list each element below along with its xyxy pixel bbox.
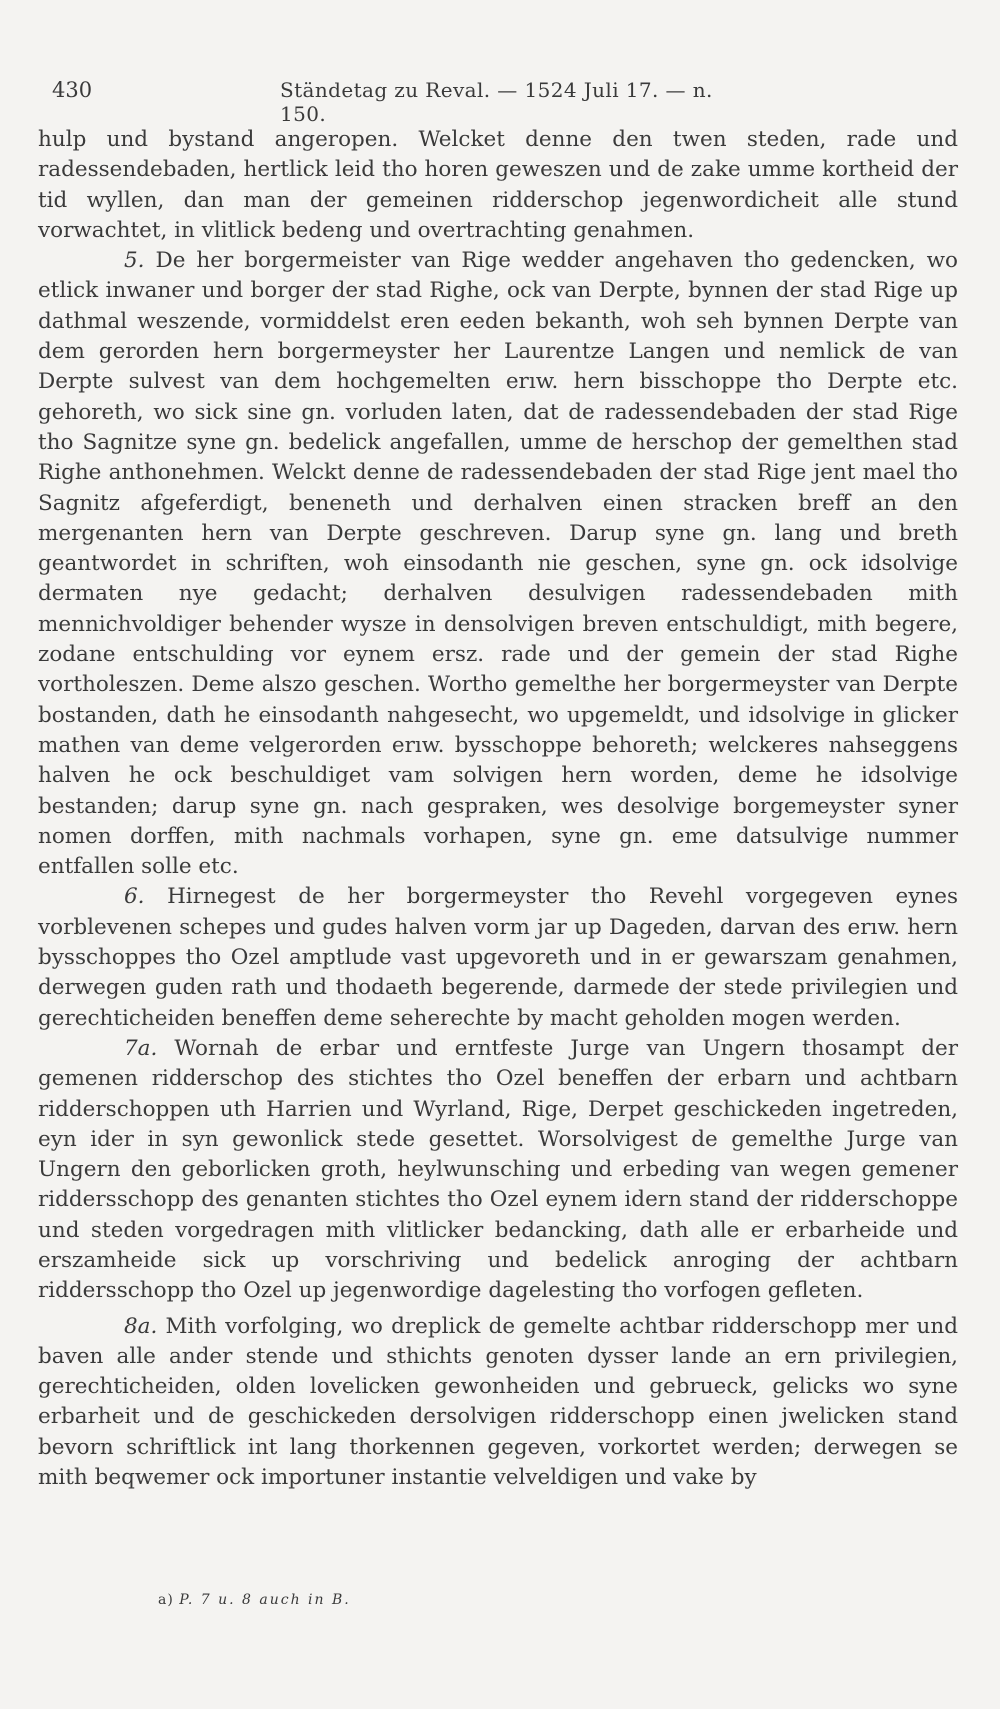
footnote-text: P. 7 u. 8 auch in B.: [179, 1592, 351, 1608]
page-number: 430: [52, 78, 93, 102]
running-head: [52, 78, 752, 126]
paragraph-continuation: hulp und bystand angeropen. Welcket denne den twen steden, rade und radessendebaden, hertlick leid tho horen geweszen und de zake umme kortheid der tid wyllen, dan man der gemeinen ridderschop jegenwordicheit alle stund vorwachtet, in vlitlick bedeng und overtrachting genahmen.: [38, 127, 958, 243]
running-title: Ständetag zu Reval. — 1524 Juli 17. — n. 150.: [280, 78, 713, 126]
paragraph-8a: 8a. Mith vorfolging, wo dreplick de gemelte achtbar ridderschopp mer und baven alle ander stende und sthichts genoten dysser lande an ern privilegien, gerechticheiden, olden lovelicken gewonheiden und gebrueck, gelicks wo syne erbarheit und de geschickeden dersolvigen ridderschopp einen jwelicken stand bevorn schriftlick int lang thorkennen gegeven, vorkortet werden; derwegen se mith beqwemer ock importuner instantie velveldigen und vake by: [38, 1313, 958, 1491]
footnote-marker: a): [158, 1592, 174, 1608]
paragraph-5: 5. De her borgermeister van Rige wedder angehaven tho gedencken, wo etlick inwaner und borger der stad Righe, ock van Derpte, bynnen der stad Rige up dathmal weszende, vormiddelst eren eeden bekanth, woh seh bynnen Derpte van dem gerorden hern borgermeyster her Laurentze Langen und nemlick de van Derpte sulvest van dem hochgemelten erıw. hern bisschoppe tho Derpte etc. gehoreth, wo sick sine gn. vorluden laten, dat de radessendebaden der stad Rige tho Sagnitze syne gn. bedelick angefallen, umme de herschop der gemelthen stad Righe anthonehmen. Welckt denne de radessendebaden der stad Rige jent mael tho Sagnitz afgeferdigt, beneneth und derhalven einen stracken breff an den mergenanten hern van Derpte geschreven. Darup syne gn. lang und breth geantwordet in schriften, woh einsodanth nie geschen, syne gn. ock idsolvige dermaten nye gedacht; derhalven desulvigen radessendebaden mith mennichvoldiger behender wysze in densolvigen breven entschuldigt, mith begere, zodane entschulding vor eynem ersz. rade und der gemein der stad Righe vortholeszen. Deme alszo geschen. Wortho gemelthe her borgermeyster van Derpte bostanden, dath he einsodanth nahgesecht, wo upgemeldt, und idsolvige in glicker mathen van deme velgerorden erıw. bysschoppe behoreth; welckeres nahseggens halven he ock beschuldiget vam solvigen hern worden, deme he idsolvige bestanden; darup syne gn. nach gespraken, wes desolvige borgemeyster syner nomen dorffen, mith nachmals vorhapen, syne gn. eme datsulvige nummer entfallen solle etc.: [38, 248, 958, 880]
paragraph-7a: 7a. Wornah de erbar und erntfeste Jurge van Ungern thosampt der gemenen ridderschop des stichtes tho Ozel beneffen der erbarn und achtbarn ridderschoppen uth Harrien und Wyrland, Rige, Derpet geschickeden ingetreden, eyn ider in syn gewonlick stede gesettet. Worsolvigest de gemelthe Jurge van Ungern den geborlicken groth, heylwunsching und erbeding van wegen gemener riddersschopp des genanten stichtes tho Ozel eynem idern stand der ridderschoppe und steden vorgedragen mith vlitlicker bedancking, dath alle er erbarheide und erszamheide sick up vorschriving und bedelick anroging der achtbarn riddersschopp tho Ozel up jegenwordige dagelesting tho vorfogen gefleten.: [38, 1035, 958, 1304]
paragraph-6: 6. Hirnegest de her borgermeyster tho Revehl vorgegeven eynes vorblevenen schepes und gudes halven vorm jar up Dageden, darvan des erıw. hern bysschoppes tho Ozel amptlude vast upgevoreth und in er gewarszam genahmen, derwegen guden rath und thodaeth begerende, darmede der stede privilegien und gerechticheiden beneffen deme seherechte by macht geholden mogen werden.: [38, 884, 958, 1031]
body-text: [38, 125, 958, 1493]
footnote: [158, 1592, 351, 1608]
